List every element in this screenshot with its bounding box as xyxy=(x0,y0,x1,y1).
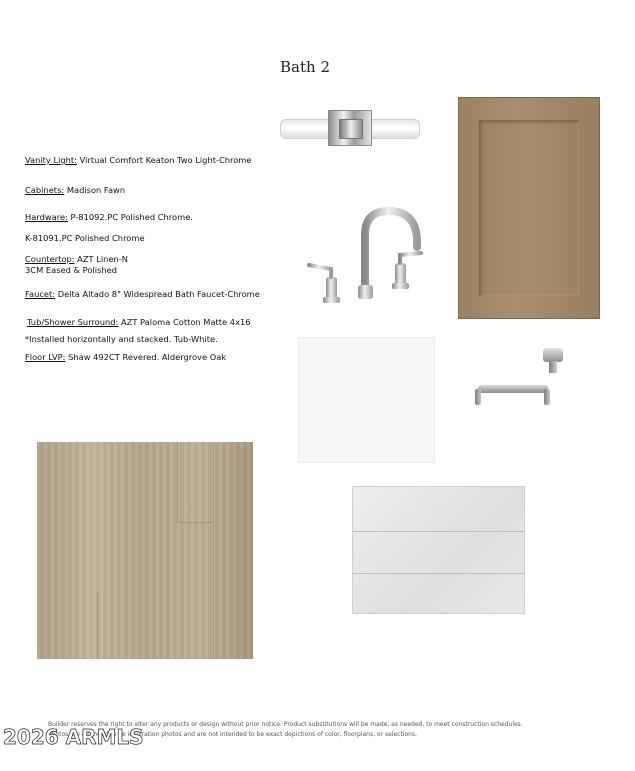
spec-hardware xyxy=(25,212,193,223)
disclaimer-line-1: Builder reserves the right to alter any products or design without prior notice. Product substitutions will be made, as needed, to meet construction schedules. xyxy=(48,721,523,728)
floor-lvp-swatch xyxy=(37,442,253,659)
countertop-swatch xyxy=(298,337,435,463)
spec-value: P-81092.PC Polished Chrome. xyxy=(67,212,193,222)
spec-value: Virtual Comfort Keaton Two Light-Chrome xyxy=(76,155,252,165)
surround-tile-swatch xyxy=(352,486,525,614)
spec-value: Madison Fawn xyxy=(64,185,126,195)
spec-vanity-light xyxy=(25,155,252,166)
faucet-image xyxy=(303,205,428,310)
spec-label: Faucet: xyxy=(25,289,56,299)
cabinet-knob-image xyxy=(540,348,566,374)
spec-label: Hardware: xyxy=(25,212,68,222)
watermark: 2026 ARMLS xyxy=(3,725,144,749)
spec-value: AZT Paloma Cotton Matte 4x16 xyxy=(118,317,251,327)
spec-label: Floor LVP: xyxy=(25,352,66,362)
spec-cabinets xyxy=(25,185,125,196)
spec-value: Shaw 492CT Revered. Aldergrove Oak xyxy=(65,352,227,362)
spec-hardware-2: K-81091.PC Polished Chrome xyxy=(25,233,145,243)
spec-label: Vanity Light: xyxy=(25,155,77,165)
spec-countertop-2: 3CM Eased & Polished xyxy=(25,265,117,275)
spec-label: Tub/Shower Surround: xyxy=(27,317,119,327)
cabinet-door-image xyxy=(458,97,600,319)
vanity-light-image xyxy=(280,110,420,146)
spec-countertop xyxy=(25,254,128,265)
spec-faucet xyxy=(25,289,260,300)
cabinet-pull-image xyxy=(474,383,552,407)
spec-surround xyxy=(27,317,251,328)
spec-value: AZT Linen-N xyxy=(74,254,128,264)
disclaimer-line-2: Photos are intended to be inspiration photos and are not intended to be exact depictions of color, floorplans, or selections. xyxy=(48,731,417,738)
spec-value: Delta Altado 8" Widespread Bath Faucet-Chrome xyxy=(55,289,260,299)
spec-label: Cabinets: xyxy=(25,185,65,195)
spec-label: Countertop: xyxy=(25,254,75,264)
spec-floor xyxy=(25,352,226,363)
spec-surround-note: *Installed horizontally and stacked. Tub-White. xyxy=(25,334,218,344)
page-title: Bath 2 xyxy=(280,58,330,76)
